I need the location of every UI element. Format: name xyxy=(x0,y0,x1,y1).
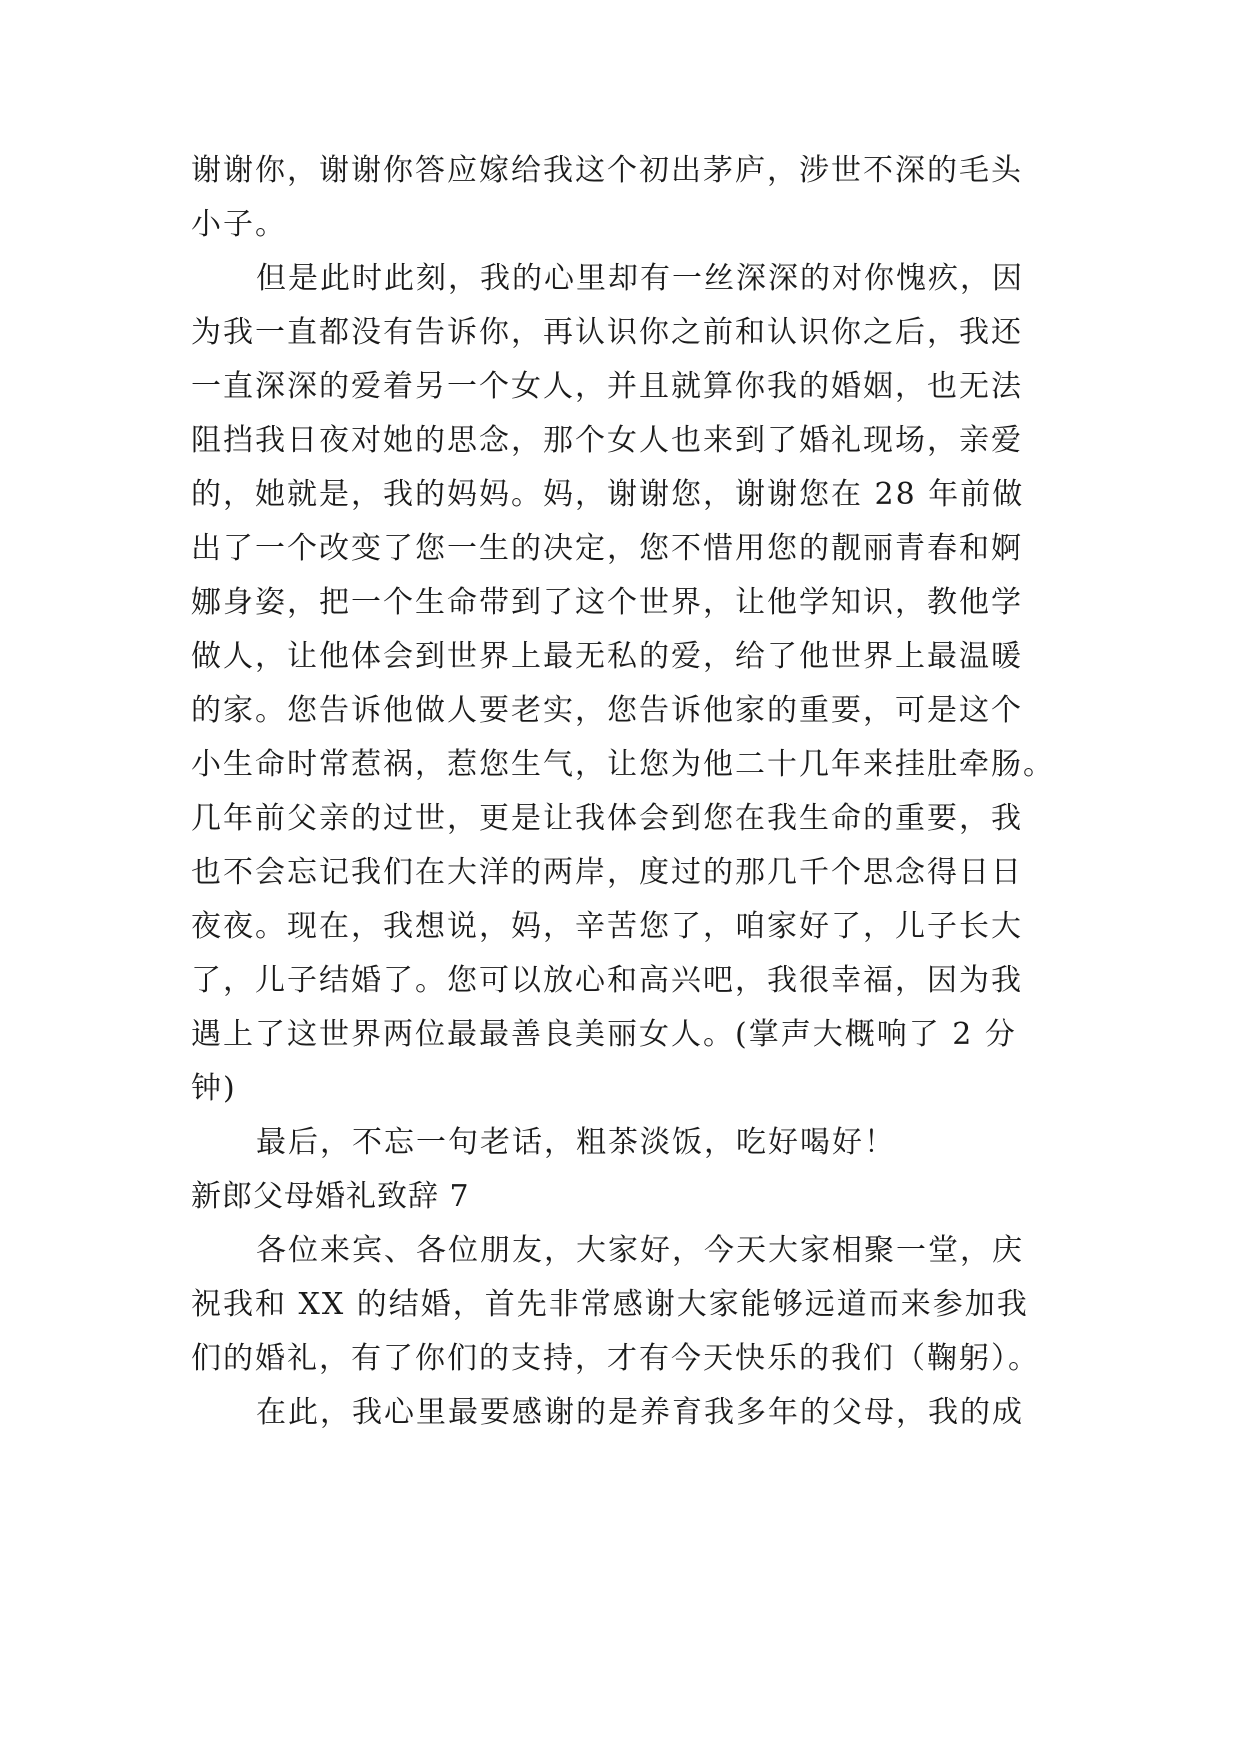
text-line: 小子。 xyxy=(191,207,287,242)
text-line: 的，她就是，我的妈妈。妈，谢谢您，谢谢您在 28 年前做 xyxy=(191,477,1025,512)
text-line: 娜身姿，把一个生命带到了这个世界，让他学知识，教他学 xyxy=(191,585,1023,620)
text-line: 的家。您告诉他做人要老实，您告诉他家的重要，可是这个 xyxy=(191,693,1023,728)
text-line: 遇上了这世界两位最最善良美丽女人。(掌声大概响了 2 分 xyxy=(191,1017,1017,1052)
text-line: 祝我和 XX 的结婚，首先非常感谢大家能够远道而来参加我 xyxy=(191,1287,1029,1322)
paragraph-start: 最后，不忘一句老话，粗茶淡饭，吃好喝好！ xyxy=(256,1125,896,1160)
text-line: 也不会忘记我们在大洋的两岸，度过的那几千个思念得日日 xyxy=(191,855,1023,890)
text-line: 夜夜。现在，我想说，妈，辛苦您了，咱家好了，儿子长大 xyxy=(191,909,1023,944)
text-line: 为我一直都没有告诉你，再认识你之前和认识你之后，我还 xyxy=(191,315,1023,350)
text-line: 阻挡我日夜对她的思念，那个女人也来到了婚礼现场，亲爱 xyxy=(191,423,1023,458)
text-line: 了，儿子结婚了。您可以放心和高兴吧，我很幸福，因为我 xyxy=(191,963,1023,998)
text-line: 出了一个改变了您一生的决定，您不惜用您的靓丽青春和婀 xyxy=(191,531,1023,566)
text-line: 谢谢你，谢谢你答应嫁给我这个初出茅庐，涉世不深的毛头 xyxy=(191,153,1023,188)
section-title: 新郎父母婚礼致辞 7 xyxy=(191,1179,470,1214)
text-line: 小生命时常惹祸，惹您生气，让您为他二十几年来挂肚牵肠。 xyxy=(191,747,1055,782)
paragraph-start: 各位来宾、各位朋友，大家好，今天大家相聚一堂，庆 xyxy=(256,1233,1024,1268)
text-line: 钟) xyxy=(191,1071,237,1106)
text-line: 做人，让他体会到世界上最无私的爱，给了他世界上最温暖 xyxy=(191,639,1023,674)
text-line: 一直深深的爱着另一个女人，并且就算你我的婚姻，也无法 xyxy=(191,369,1023,404)
paragraph-start: 但是此时此刻，我的心里却有一丝深深的对你愧疚，因 xyxy=(256,261,1024,296)
paragraph-start: 在此，我心里最要感谢的是养育我多年的父母，我的成 xyxy=(256,1395,1024,1430)
text-line: 们的婚礼，有了你们的支持，才有今天快乐的我们（鞠躬）。 xyxy=(191,1341,1040,1376)
text-line: 几年前父亲的过世，更是让我体会到您在我生命的重要，我 xyxy=(191,801,1023,836)
